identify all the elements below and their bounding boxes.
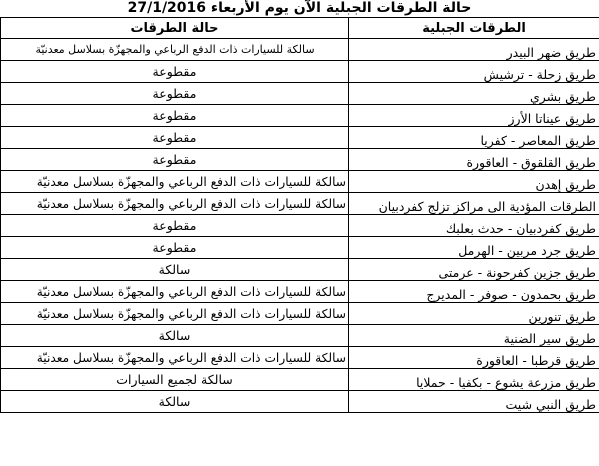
road-status-cell: سالكة للسيارات ذات الدفع الرباعي والمجهزّة بسلاسل معدنيّة — [1, 171, 349, 193]
road-name-cell: طريق عيناتا الأرز — [349, 105, 599, 127]
road-name-cell: طريق جزين كفرحونة - عرمتى — [349, 259, 599, 281]
road-status-cell: سالكة — [1, 259, 349, 281]
table-row — [1, 281, 599, 303]
table-row — [1, 39, 599, 61]
table-row — [1, 259, 599, 281]
road-name-cell: طريق بحمدون - صوفر - المديرج — [349, 281, 599, 303]
road-name-cell: طريق إهدن — [349, 171, 599, 193]
road-status-cell: مقطوعة — [1, 61, 349, 83]
table-header-row — [1, 18, 599, 39]
road-name-cell: طريق قرطبا - العاقورة — [349, 347, 599, 369]
road-status-cell: سالكة للسيارات ذات الدفع الرباعي والمجهزّة بسلاسل معدنيّة — [1, 193, 349, 215]
page-title: حالة الطرقات الجبلية الآن يوم الأربعاء 27/1/2016 — [127, 0, 472, 16]
table-row — [1, 149, 599, 171]
road-status-cell: سالكة للسيارات ذات الدفع الرباعي والمجهزّة بسلاسل معدنيّة — [1, 39, 349, 61]
road-status-cell: سالكة — [1, 325, 349, 347]
road-status-table — [0, 17, 599, 413]
road-name-cell: طريق مزرعة يشوع - بكفيا - حملايا — [349, 369, 599, 391]
table-row — [1, 105, 599, 127]
road-status-cell: مقطوعة — [1, 215, 349, 237]
road-name-cell: طريق بشري — [349, 83, 599, 105]
table-row — [1, 325, 599, 347]
road-name-cell: طريق كفردبيان - حدث بعلبك — [349, 215, 599, 237]
table-row — [1, 237, 599, 259]
road-name-cell: طريق تنورين — [349, 303, 599, 325]
table-row — [1, 61, 599, 83]
table-row — [1, 215, 599, 237]
table-row — [1, 303, 599, 325]
table-row — [1, 347, 599, 369]
road-status-cell: سالكة للسيارات ذات الدفع الرباعي والمجهزّة بسلاسل معدنيّة — [1, 303, 349, 325]
road-status-cell: مقطوعة — [1, 237, 349, 259]
table-row — [1, 193, 599, 215]
road-name-cell: طريق القلقوق - العاقورة — [349, 149, 599, 171]
road-status-cell: سالكة — [1, 391, 349, 413]
road-status-cell: مقطوعة — [1, 83, 349, 105]
table-row — [1, 171, 599, 193]
table-row — [1, 391, 599, 413]
table-row — [1, 369, 599, 391]
road-name-cell: طريق المعاصر - كفريا — [349, 127, 599, 149]
table-row — [1, 83, 599, 105]
road-status-cell: مقطوعة — [1, 127, 349, 149]
road-name-cell: طريق زحلة - ترشيش — [349, 61, 599, 83]
road-name-cell: طريق سير الضنية — [349, 325, 599, 347]
road-name-cell: طريق جرد مربين - الهرمل — [349, 237, 599, 259]
road-name-cell: الطرقات المؤدية الى مراكز تزلج كفردبيان — [349, 193, 599, 215]
road-status-cell: سالكة للسيارات ذات الدفع الرباعي والمجهزّة بسلاسل معدنيّة — [1, 281, 349, 303]
table-row — [1, 127, 599, 149]
road-name-cell: طريق ضهر البيدر — [349, 39, 599, 61]
road-status-cell: سالكة للسيارات ذات الدفع الرباعي والمجهزّة بسلاسل معدنيّة — [1, 347, 349, 369]
road-status-cell: مقطوعة — [1, 105, 349, 127]
road-status-cell: سالكة لجميع السيارات — [1, 369, 349, 391]
road-name-cell: طريق النبي شيت — [349, 391, 599, 413]
header-road-status: حالة الطرقات — [1, 18, 349, 39]
road-status-cell: مقطوعة — [1, 149, 349, 171]
header-mountain-roads: الطرقات الجبلية — [349, 18, 599, 39]
